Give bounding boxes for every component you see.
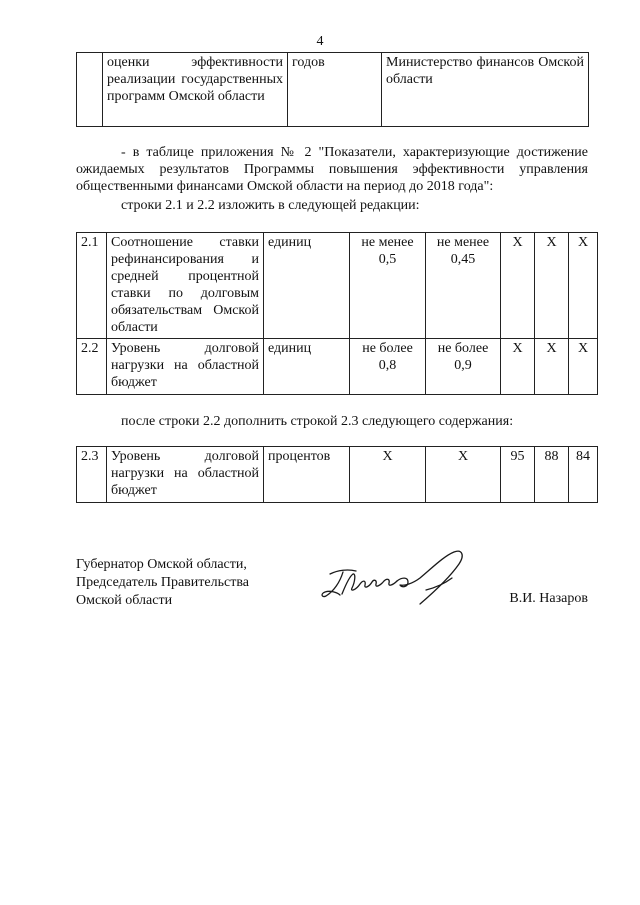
top-table-cell-3: годов <box>288 53 382 127</box>
value-cell-5: 84 <box>569 447 598 503</box>
unit-cell: единиц <box>264 339 350 395</box>
row-number: 2.1 <box>77 233 107 339</box>
value-cell-5: X <box>569 339 598 395</box>
rows-table <box>76 232 598 395</box>
indicator-name: Уровень долговой нагрузки на областной бюджет <box>107 339 264 395</box>
value-cell-4: X <box>535 233 569 339</box>
unit-cell: процентов <box>264 447 350 503</box>
row-number: 2.2 <box>77 339 107 395</box>
value-cell-3: X <box>501 233 535 339</box>
table-row <box>77 447 598 503</box>
value-cell-5: X <box>569 233 598 339</box>
row-2-3-table <box>76 446 598 503</box>
unit-cell: единиц <box>264 233 350 339</box>
value-cell-2: не более 0,9 <box>426 339 501 395</box>
signatory-title-line-1: Губернатор Омской области, <box>76 557 247 572</box>
value-cell-3: 95 <box>501 447 535 503</box>
value-cell-4: 88 <box>535 447 569 503</box>
value-cell-2: X <box>426 447 501 503</box>
signatory-name: В.И. Назаров <box>509 591 588 606</box>
top-table-cell-4: Министерство финансов Омской области <box>382 53 589 127</box>
signatory-title <box>76 556 316 610</box>
value-cell-4: X <box>535 339 569 395</box>
page-number: 4 <box>316 34 324 49</box>
top-table-cell-1 <box>77 53 103 127</box>
row-number: 2.3 <box>77 447 107 503</box>
paragraph-add-row-2-3: после строки 2.2 дополнить строкой 2.3 следующего содержания: <box>121 414 514 429</box>
indicator-name: Уровень долговой нагрузки на областной бюджет <box>107 447 264 503</box>
indicator-name: Соотношение ставки рефинансирования и средней процентной ставки по долговым обязательствам Омской области <box>107 233 264 339</box>
paragraph-table-change: - в таблице приложения № 2 "Показатели, характеризующие достижение ожидаемых результатов Программы повышения эффективности управления общественными финансами Омской области на период до 2018 года": <box>76 145 588 194</box>
value-cell-2: не менее 0,45 <box>426 233 501 339</box>
signatory-title-line-2: Председатель Правительства <box>76 575 249 590</box>
table-row <box>77 339 598 395</box>
value-cell-1: не менее 0,5 <box>350 233 426 339</box>
value-cell-1: X <box>350 447 426 503</box>
value-cell-1: не более 0,8 <box>350 339 426 395</box>
paragraph-rows-2-1-2-2: строки 2.1 и 2.2 изложить в следующей редакции: <box>121 198 420 213</box>
top-table <box>76 52 589 127</box>
handwritten-signature <box>316 544 476 614</box>
top-table-cell-2: оценки эффективности реализации государственных программ Омской области <box>103 53 288 127</box>
table-row <box>77 53 589 127</box>
value-cell-3: X <box>501 339 535 395</box>
signatory-title-line-3: Омской области <box>76 593 173 608</box>
table-row <box>77 233 598 339</box>
